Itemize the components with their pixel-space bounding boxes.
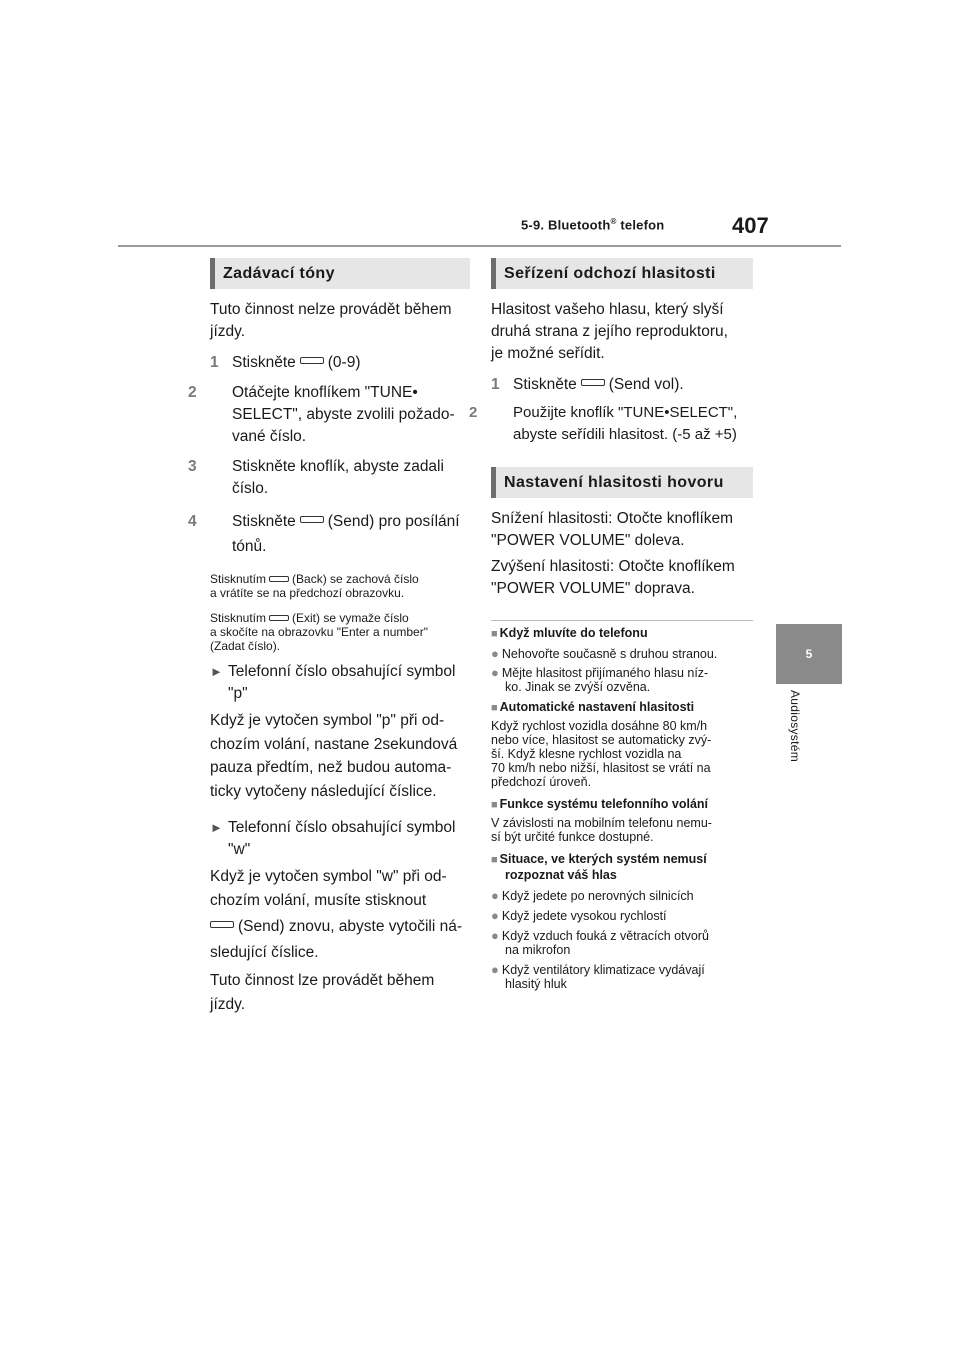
- bullet-item: ● Mějte hlasitost přijímaného hlasu níz- ko. Jinak se zvýší ozvěna.: [491, 665, 709, 694]
- circle-bullet-icon: ●: [491, 928, 499, 943]
- p-symbol-text: Když je vytočen symbol "p" při od- chozím volání, nastane 2sekundová pauza předtím, než budou automa- ticky vytočeny následující číslice.: [210, 712, 458, 800]
- square-bullet-icon: ■: [491, 702, 498, 714]
- step-1: 1 Stiskněte (Send vol).: [491, 376, 684, 393]
- square-bullet-icon: ■: [491, 854, 498, 866]
- note-heading: ■ Funkce systému telefonního volání: [491, 797, 709, 811]
- note-heading: ■ Když mluvíte do telefonu: [491, 626, 648, 640]
- bullet-item: ● Nehovořte současně s druhou stranou.: [491, 646, 718, 661]
- step-3: 3 Stiskněte knoflík, abyste zadali číslo.: [188, 458, 444, 497]
- circle-bullet-icon: ●: [491, 962, 499, 977]
- step-2: 2 Otáčejte knoflíkem "TUNE• SELECT", abyste zvolili požado- vané číslo.: [188, 384, 455, 445]
- chapter-tab: 5: [776, 624, 842, 684]
- bullet-item: ● Když jedete po nerovných silnicích: [491, 888, 694, 903]
- page-number: 407: [732, 213, 769, 238]
- subheading-w-symbol: ► Telefonní číslo obsahující symbol "w": [210, 819, 456, 858]
- triangle-bullet-icon: ►: [210, 820, 223, 835]
- exit-note: Stisknutím (Exit) se vymaže číslo a skočíte na obrazovku "Enter a number" (Zadat číslo).: [210, 611, 428, 653]
- subheading-p-symbol: ► Telefonní číslo obsahující symbol "p": [210, 663, 456, 702]
- note-text: V závislosti na mobilním telefonu nemu- sí být určité funkce dostupné.: [491, 816, 712, 844]
- notes-divider: [491, 620, 753, 621]
- left-column: [188, 258, 470, 1016]
- circle-bullet-icon: ●: [491, 908, 499, 923]
- right-column: [469, 258, 753, 991]
- chapter-label: Audiosystém: [788, 690, 802, 762]
- intro-text: Tuto činnost nelze provádět během jízdy.: [210, 301, 452, 340]
- keypad-button-icon: [300, 357, 324, 364]
- note-text: Když rychlost vozidla dosáhne 80 km/h nebo více, hlasitost se automaticky zvý- ší. Když klesne rychlost vozidla na 70 km/h nebo nižší, hlasitost se vrátí na předchozí úroveň.: [491, 719, 712, 789]
- square-bullet-icon: ■: [491, 799, 498, 811]
- step-1: 1 Stiskněte (0-9): [210, 354, 361, 371]
- outro-text: Tuto činnost lze provádět během jízdy.: [210, 972, 435, 1013]
- square-bullet-icon: ■: [491, 628, 498, 640]
- send-button-icon: [210, 921, 234, 928]
- registered-mark: ®: [610, 217, 617, 226]
- increase-volume-text: Zvýšení hlasitosti: Otočte knoflíkem "POWER VOLUME" doprava.: [491, 558, 735, 597]
- outgoing-volume-text: Hlasitost vašeho hlasu, který slyší druhá strana z jejího reproduktoru, je možné seřídit.: [491, 301, 728, 362]
- send-vol-button-icon: [581, 379, 605, 386]
- step-2: 2 Použijte knoflík "TUNE•SELECT", abyste seřídili hlasitost. (-5 až +5): [469, 404, 738, 443]
- circle-bullet-icon: ●: [491, 888, 499, 903]
- triangle-bullet-icon: ►: [210, 664, 223, 679]
- section-heading-outgoing-volume: Seřízení odchozí hlasitosti: [491, 258, 753, 289]
- step-4: 4 Stiskněte (Send) pro posílání tónů.: [188, 513, 460, 555]
- w-symbol-text: Když je vytočen symbol "w" při od- chozím volání, musíte stisknout (Send) znovu, abyste vytočili ná- sledující číslice.: [210, 868, 462, 961]
- header-divider: [118, 245, 841, 247]
- bullet-item: ● Když jedete vysokou rychlostí: [491, 908, 667, 923]
- circle-bullet-icon: ●: [491, 665, 499, 680]
- section-heading-call-volume: Nastavení hlasitosti hovoru: [491, 467, 753, 498]
- bullet-item: ● Když ventilátory klimatizace vydávají hlasitý hluk: [491, 962, 705, 991]
- running-header: 5-9. Bluetooth® telefon: [521, 217, 665, 233]
- back-note: Stisknutím (Back) se zachová číslo a vrátíte se na předchozí obrazovku.: [210, 572, 419, 600]
- back-button-icon: [269, 576, 289, 582]
- notes: [491, 626, 753, 991]
- decrease-volume-text: Snížení hlasitosti: Otočte knoflíkem "POWER VOLUME" doleva.: [491, 510, 734, 549]
- exit-button-icon: [269, 615, 289, 621]
- section-heading-entry-tones: Zadávací tóny: [210, 258, 470, 289]
- note-heading: ■ Automatické nastavení hlasitosti: [491, 700, 695, 714]
- send-button-icon: [300, 516, 324, 523]
- bullet-item: ● Když vzduch fouká z větracích otvorů na mikrofon: [491, 928, 709, 957]
- note-heading: ■ Situace, ve kterých systém nemusí rozpoznat váš hlas: [491, 852, 707, 882]
- circle-bullet-icon: ●: [491, 646, 499, 661]
